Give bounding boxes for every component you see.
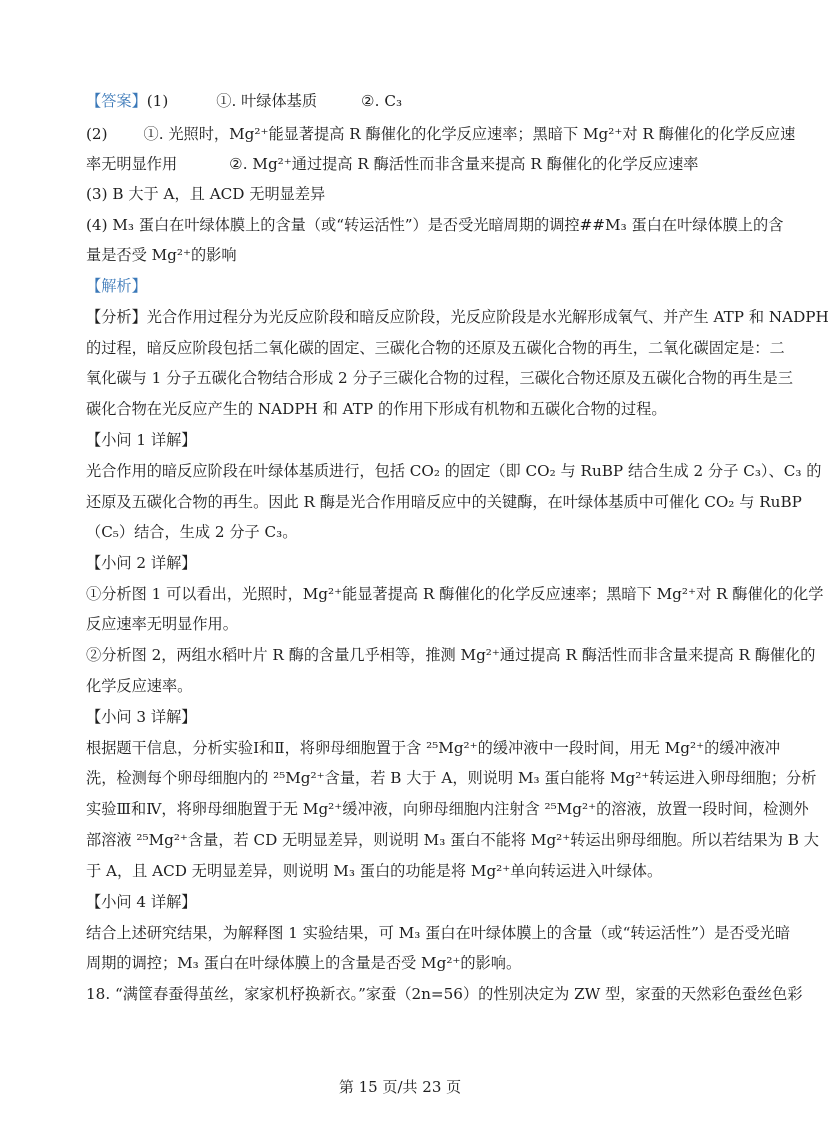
analysis-tag: 【解析】 xyxy=(86,277,147,295)
analysis-heading: 【分析】 xyxy=(86,308,147,326)
sub3-line3: 实验Ⅲ和Ⅳ，将卵母细胞置于无 Mg²⁺缓冲液，向卵母细胞内注射含 ²⁵Mg²⁺的溶液，放置一段时间，检测外 xyxy=(86,800,809,818)
answer-q2-item2: ②. Mg²⁺通过提高 R 酶活性而非含量来提高 R 酶催化的化学反应速率 xyxy=(229,155,699,173)
answer-q2-item1-line2: 率无明显作用 xyxy=(86,155,178,173)
answer-q1-line xyxy=(86,91,726,111)
answer-tag: 【答案】 xyxy=(86,92,147,110)
sub3-line1: 根据题干信息，分析实验Ⅰ和Ⅱ，将卵母细胞置于含 ²⁵Mg²⁺的缓冲液中一段时间，用无 Mg²⁺的缓冲液冲 xyxy=(86,739,781,757)
answer-q2-number: (2) xyxy=(86,125,108,143)
analysis-line3: 氧化碳与 1 分子五碳化合物结合形成 2 分子三碳化合物的过程，三碳化合物还原及五碳化合物的再生是三 xyxy=(86,369,793,387)
question-18-intro: 18. “满筐春蚕得茧丝，家家机杼换新衣。”家蚕（2n=56）的性别决定为 ZW 型，家蚕的天然彩色蚕丝色彩 xyxy=(86,985,803,1003)
analysis-line1 xyxy=(86,307,829,327)
sub3-line5: 于 A，且 ACD 无明显差异，则说明 M₃ 蛋白的功能是将 Mg²⁺单向转运进入叶绿体。 xyxy=(86,862,663,880)
sub1-line1: 光合作用的暗反应阶段在叶绿体基质进行，包括 CO₂ 的固定（即 CO₂ 与 RuBP 结合生成 2 分子 C₃）、C₃ 的 xyxy=(86,462,822,480)
sub3-line2: 洗，检测每个卵母细胞内的 ²⁵Mg²⁺含量，若 B 大于 A，则说明 M₃ 蛋白能将 Mg²⁺转运进入卵母细胞；分析 xyxy=(86,769,817,787)
sub3-heading: 【小问 3 详解】 xyxy=(86,708,197,726)
sub4-line2: 周期的调控；M₃ 蛋白在叶绿体膜上的含量是否受 Mg²⁺的影响。 xyxy=(86,954,522,972)
sub2-line4: 化学反应速率。 xyxy=(86,677,193,695)
sub2-line1: ①分析图 1 可以看出，光照时，Mg²⁺能显著提高 R 酶催化的化学反应速率；黑暗下 Mg²⁺对 R 酶催化的化学 xyxy=(86,585,824,603)
sub1-line3: （C₅）结合，生成 2 分子 C₃。 xyxy=(86,523,298,541)
answer-q2-line1 xyxy=(86,124,796,144)
answer-q4-line1: (4) M₃ 蛋白在叶绿体膜上的含量（或“转运活性”）是否受光暗周期的调控##M₃ 蛋白在叶绿体膜上的含 xyxy=(86,216,784,234)
page-footer: 第 15 页/共 23 页 xyxy=(338,1078,462,1096)
answer-q3: (3) B 大于 A，且 ACD 无明显差异 xyxy=(86,185,326,203)
analysis-line4: 碳化合物在光反应产生的 NADPH 和 ATP 的作用下形成有机物和五碳化合物的过程。 xyxy=(86,400,667,418)
analysis-text-1: 光合作用过程分为光反应阶段和暗反应阶段，光反应阶段是水光解形成氧气、并产生 ATP 和 NADPH xyxy=(146,308,829,326)
answer-q2-line2 xyxy=(86,154,726,174)
sub2-heading: 【小问 2 详解】 xyxy=(86,554,197,572)
analysis-line2: 的过程，暗反应阶段包括二氧化碳的固定、三碳化合物的还原及五碳化合物的再生，二氧化碳固定是：二 xyxy=(86,339,785,357)
sub4-line1: 结合上述研究结果，为解释图 1 实验结果，可 M₃ 蛋白在叶绿体膜上的含量（或“转运活性”）是否受光暗 xyxy=(86,924,791,942)
sub1-line2: 还原及五碳化合物的再生。因此 R 酶是光合作用暗反应中的关键酶，在叶绿体基质中可催化 CO₂ 与 RuBP xyxy=(86,493,802,511)
sub2-line2: 反应速率无明显作用。 xyxy=(86,615,238,633)
answer-q4-line2: 量是否受 Mg²⁺的影响 xyxy=(86,246,237,264)
sub2-line3: ②分析图 2，两组水稻叶片 R 酶的含量几乎相等，推测 Mg²⁺通过提高 R 酶活性而非含量来提高 R 酶催化的 xyxy=(86,646,816,664)
answer-q2-item1-line1: ①. 光照时，Mg²⁺能显著提高 R 酶催化的化学反应速率；黑暗下 Mg²⁺对 R 酶催化的化学反应速 xyxy=(143,125,796,143)
answer-q1-number: (1) xyxy=(146,92,169,110)
answer-q1-item2: ②. C₃ xyxy=(361,92,403,110)
sub1-heading: 【小问 1 详解】 xyxy=(86,431,197,449)
sub4-heading: 【小问 4 详解】 xyxy=(86,893,197,911)
answer-q1-item1: ①. 叶绿体基质 xyxy=(216,92,318,110)
sub3-line4: 部溶液 ²⁵Mg²⁺含量，若 CD 无明显差异，则说明 M₃ 蛋白不能将 Mg²⁺转运出卵母细胞。所以若结果为 B 大 xyxy=(86,831,819,849)
